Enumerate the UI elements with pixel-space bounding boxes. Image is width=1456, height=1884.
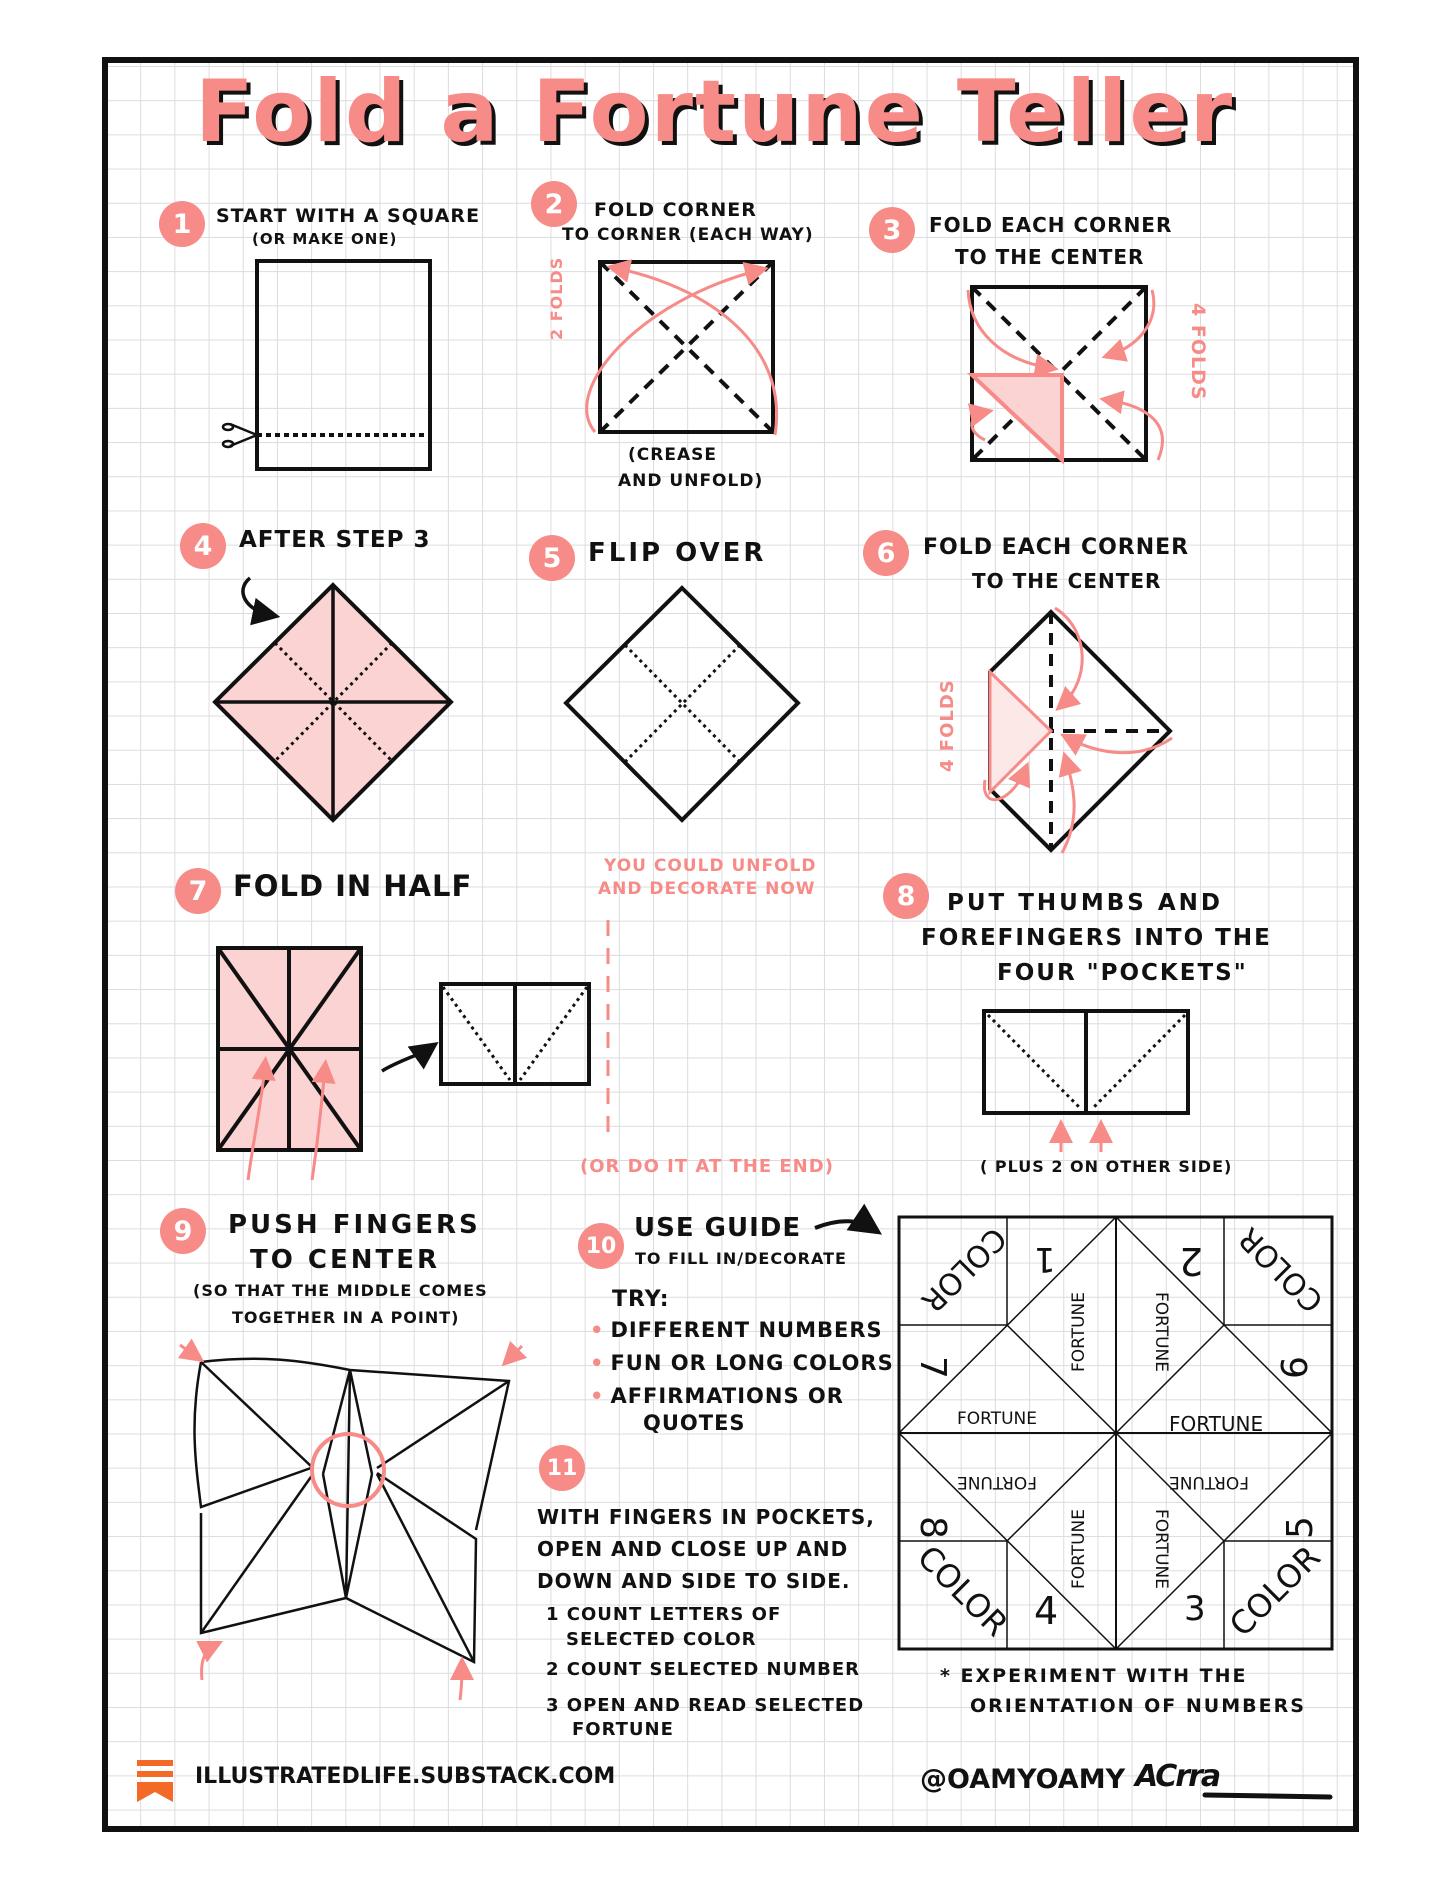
step-badge-5: 5 — [529, 535, 575, 581]
guide-note-line2: ORIENTATION OF NUMBERS — [970, 1695, 1306, 1717]
tip-item: • AFFIRMATIONS OR — [590, 1384, 844, 1408]
footer-handle[interactable]: @OAMYOAMY — [920, 1764, 1126, 1795]
instruction-item-continued: SELECTED COLOR — [566, 1629, 757, 1650]
step2-caption-line2: AND UNFOLD) — [618, 471, 764, 491]
tip-item-continued: QUOTES — [643, 1411, 746, 1435]
try-label: TRY: — [612, 1287, 670, 1312]
guide-color-bottom-left: COLOR — [909, 1538, 1016, 1644]
step3-subheading: TO THE CENTER — [955, 245, 1145, 269]
step8-heading-line1: PUT THUMBS AND — [947, 890, 1223, 916]
step-badge-3: 3 — [869, 207, 915, 253]
step-badge-11: 11 — [539, 1445, 585, 1491]
tip-item: • DIFFERENT NUMBERS — [590, 1318, 883, 1342]
step8-heading-line2: FOREFINGERS INTO THE — [921, 925, 1272, 951]
guide-fortune: FORTUNE — [1169, 1412, 1264, 1436]
instruction-item-continued: FORTUNE — [572, 1719, 674, 1740]
step-badge-2: 2 — [531, 181, 577, 227]
step9-note-line2: TOGETHER IN A POINT) — [232, 1308, 460, 1327]
step-badge-1: 1 — [159, 201, 205, 247]
guide-number-2: 2 — [1179, 1239, 1204, 1283]
step2-caption-line1: (CREASE — [628, 445, 717, 465]
footer-website-link[interactable]: ILLUSTRATEDLIFE.SUBSTACK.COM — [195, 1764, 616, 1789]
step1-heading: START WITH A SQUARE — [216, 205, 481, 227]
step3-heading: FOLD EACH CORNER — [929, 213, 1173, 237]
guide-color-bottom-right: COLOR — [1221, 1538, 1328, 1644]
guide-fortune: FORTUNE — [957, 1472, 1038, 1492]
step11-para-line1: WITH FINGERS IN POCKETS, — [537, 1505, 875, 1529]
guide-number-3: 3 — [1184, 1589, 1206, 1629]
step6-heading: FOLD EACH CORNER — [923, 535, 1190, 560]
guide-fortune: FORTUNE — [1069, 1508, 1090, 1590]
guide-fortune: FORTUNE — [1069, 1291, 1090, 1373]
step2-side-note: 2 FOLDS — [547, 256, 566, 340]
guide-number-5: 5 — [1279, 1516, 1321, 1539]
step11-para-line3: DOWN AND SIDE TO SIDE. — [537, 1569, 851, 1593]
step-badge-8: 8 — [883, 873, 929, 919]
step-badge-9: 9 — [160, 1208, 206, 1254]
guide-fortune: FORTUNE — [1169, 1472, 1250, 1492]
step-badge-6: 6 — [863, 530, 909, 576]
guide-fortune: FORTUNE — [1151, 1508, 1172, 1590]
step6-side-note: 4 FOLDS — [937, 679, 958, 772]
signature: ACrra — [1135, 1759, 1220, 1794]
step5-heading: FLIP OVER — [588, 538, 767, 568]
guide-number-1: 1 — [1034, 1239, 1056, 1279]
step9-note-line1: (SO THAT THE MIDDLE COMES — [193, 1281, 488, 1300]
step10-heading: USE GUIDE — [634, 1213, 802, 1243]
guide-color-top-right: COLOR — [1231, 1220, 1331, 1319]
guide-number-6: 6 — [1274, 1356, 1316, 1379]
decorate-note-line2: AND DECORATE NOW — [598, 879, 816, 899]
step11-para-line2: OPEN AND CLOSE UP AND — [537, 1537, 849, 1561]
instruction-item: 2 COUNT SELECTED NUMBER — [546, 1659, 861, 1680]
step2-subheading: TO CORNER (EACH WAY) — [562, 225, 814, 245]
instruction-item: 1 COUNT LETTERS OF — [546, 1604, 782, 1625]
decorate-note-bottom: (OR DO IT AT THE END) — [580, 1156, 834, 1177]
guide-fortune: FORTUNE — [1151, 1291, 1172, 1373]
step1-subheading: (OR MAKE ONE) — [252, 230, 398, 248]
guide-number-8: 8 — [911, 1516, 953, 1539]
step9-heading-line1: PUSH FINGERS — [228, 1210, 481, 1240]
tip-item: • FUN OR LONG COLORS — [590, 1351, 894, 1375]
step2-heading: FOLD CORNER — [594, 199, 757, 221]
guide-number-7: 7 — [911, 1356, 953, 1379]
step8-caption: ( PLUS 2 ON OTHER SIDE) — [980, 1157, 1233, 1176]
step10-subheading: TO FILL IN/DECORATE — [635, 1249, 847, 1268]
instruction-item: 3 OPEN AND READ SELECTED — [546, 1695, 865, 1716]
guide-number-4: 4 — [1034, 1589, 1059, 1633]
guide-color-top-left: COLOR — [913, 1220, 1013, 1319]
page-title: Fold a Fortune Teller — [195, 62, 1235, 162]
step3-side-note: 4 FOLDS — [1187, 303, 1209, 401]
step-badge-4: 4 — [180, 523, 226, 569]
step4-heading: AFTER STEP 3 — [239, 527, 431, 553]
decorate-note-line1: YOU COULD UNFOLD — [604, 856, 817, 876]
guide-note-line1: * EXPERIMENT WITH THE — [940, 1665, 1248, 1687]
fortune-teller-guide — [899, 1217, 1332, 1649]
step8-heading-line3: FOUR "POCKETS" — [997, 960, 1248, 986]
step-badge-7: 7 — [175, 868, 221, 914]
step6-subheading: TO THE CENTER — [972, 569, 1162, 593]
step-badge-10: 10 — [578, 1223, 624, 1269]
guide-fortune: FORTUNE — [957, 1409, 1038, 1429]
step7-heading: FOLD IN HALF — [233, 869, 473, 903]
step9-heading-line2: TO CENTER — [250, 1245, 441, 1275]
